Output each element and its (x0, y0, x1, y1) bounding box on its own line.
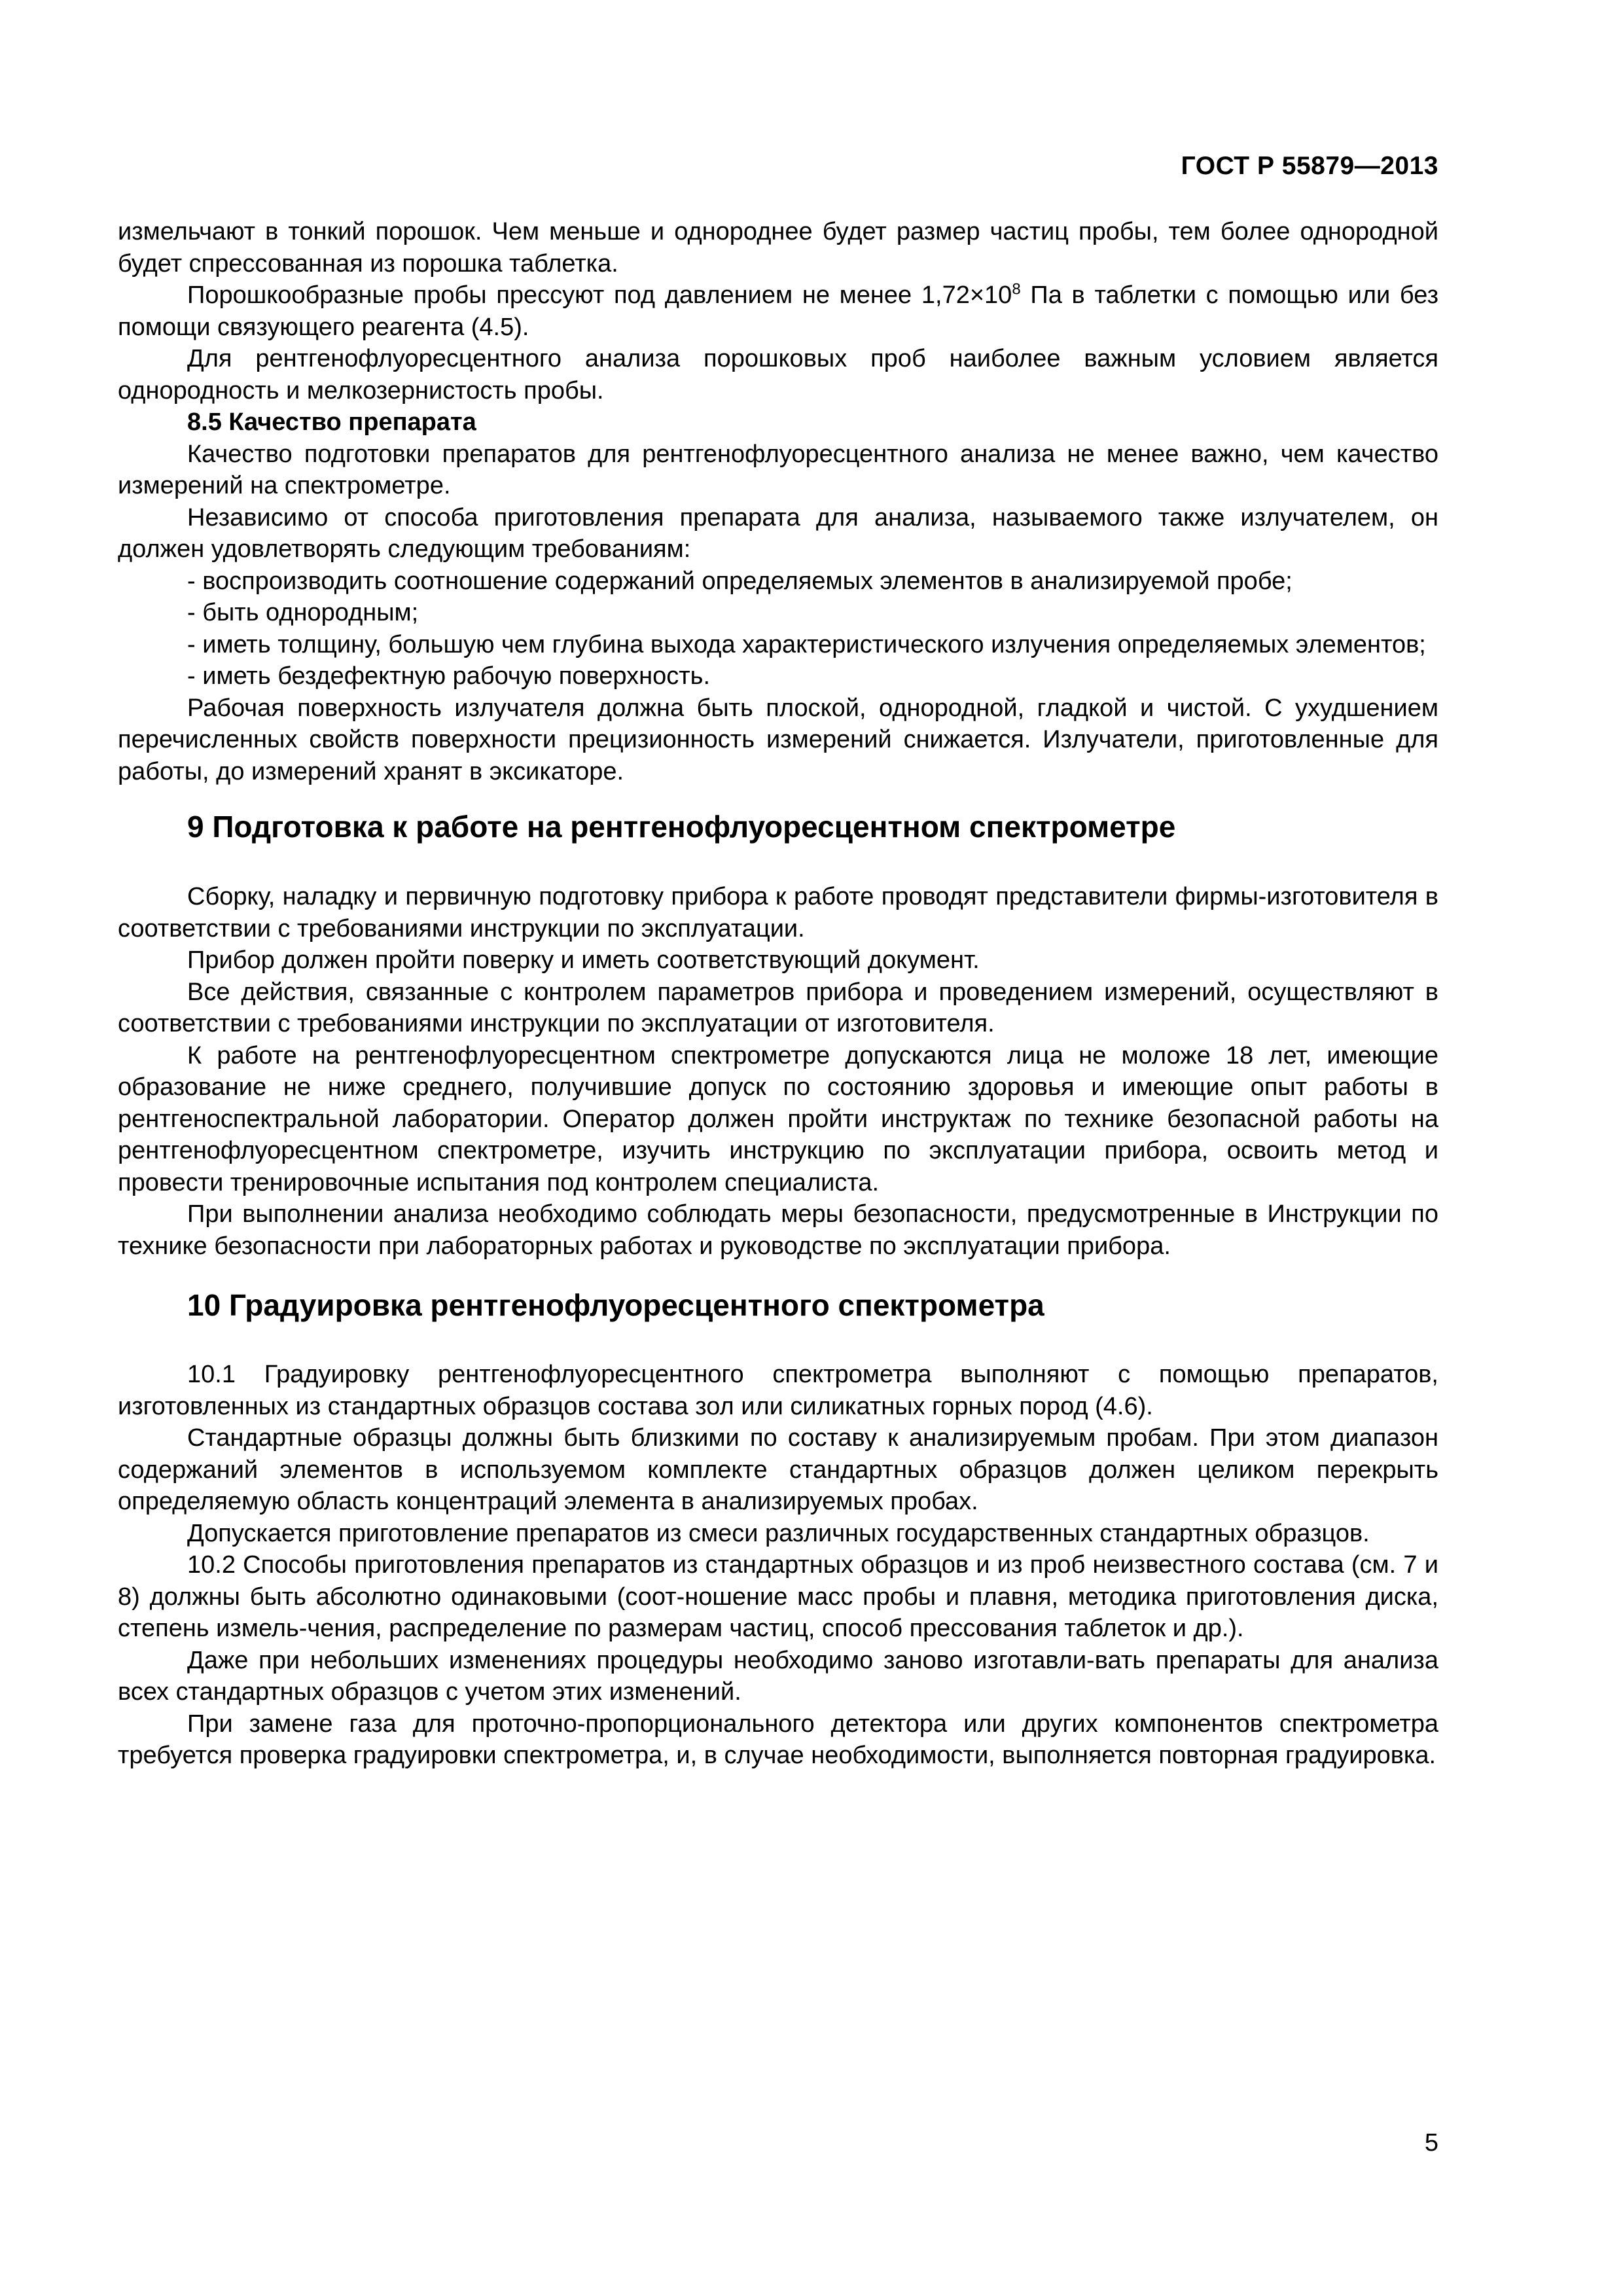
pressing-text-before: Порошкообразные пробы прессуют под давлением не менее 1,72×10 (187, 281, 1012, 309)
pressing-exponent: 8 (1012, 280, 1021, 298)
section-heading-9: 9 Подготовка к работе на рентгенофлуоресцентном спектрометре (187, 810, 1176, 844)
paragraph-pressing (118, 279, 1438, 343)
requirement-item: - быть однородным; (187, 599, 419, 626)
section-heading-10: 10 Градуировка рентгенофлуоресцентного спектрометра (187, 1288, 1044, 1322)
paragraph-independent: Независимо от способа приготовления препарата для анализа, называемого также излучателем, он должен удовлетворять следующим требованиям: (118, 503, 1438, 563)
paragraph-mixture: Допускается приготовление препаратов из смеси различных государственных стандартных образцов. (187, 1519, 1370, 1547)
page-number: 5 (1424, 2129, 1438, 2157)
paragraph-actions: Все действия, связанные с контролем параметров прибора и проведением измерений, осуществляют в соответствии с требованиями инструкции по эксплуатации от изготовителя. (118, 978, 1438, 1037)
paragraph-10-1: 10.1 Градуировку рентгенофлуоресцентного спектрометра выполняют с помощью препаратов, изготовленных из стандартных образцов состава зол или силикатных горных пород (4.6). (118, 1361, 1438, 1420)
paragraph-homogeneity: Для рентгенофлуоресцентного анализа порошковых проб наиболее важным условием является однородность и мелкозернистость пробы. (118, 345, 1438, 404)
paragraph-assembly: Сборку, наладку и первичную подготовку прибора к работе проводят представители фирмы-изготовителя в соответствии с требованиями инструкции по эксплуатации. (118, 883, 1438, 942)
document-body (118, 216, 1438, 1772)
paragraph-changes: Даже при небольших изменениях процедуры необходимо заново изготавли-вать препараты для анализа всех стандартных образцов с учетом этих изменений. (118, 1646, 1438, 1706)
pressing-text-after: Па в таблетки с помощью или без помощи связующего реагента (4.5). (118, 281, 1438, 341)
requirement-item: - воспроизводить соотношение содержаний определяемых элементов в анализируемой пробе; (187, 567, 1293, 595)
paragraph-10-2: 10.2 Способы приготовления препаратов из стандартных образцов и из проб неизвестного состава (см. 7 и 8) должны быть абсолютно одинаковыми (соот-ношение масс пробы и плавня, методика приготовления диска, степень измель-чения, распределение по размерам частиц, способ прессования таблеток и др.). (118, 1551, 1438, 1642)
paragraph-standard-samples: Стандартные образцы должны быть близкими по составу к анализируемым пробам. При этом диапазон содержаний элементов в используемом комплекте стандартных образцов должен целиком перекрыть определяемую область концентраций элемента в анализируемых пробах. (118, 1424, 1438, 1515)
paragraph-safety: При выполнении анализа необходимо соблюдать меры безопасности, предусмотренные в Инструкции по технике безопасности при лабораторных работах и руководстве по эксплуатации прибора. (118, 1200, 1438, 1260)
paragraph-surface: Рабочая поверхность излучателя должна быть плоской, однородной, гладкой и чистой. С ухудшением перечисленных свойств поверхности прецизионность измерений снижается. Излучатели, приготовленные для работы, до измерений хранят в эксикаторе. (118, 694, 1438, 785)
paragraph-gas-replacement: При замене газа для проточно-пропорционального детектора или других компонентов спектрометра требуется проверка градуировки спектрометра, и, в случае необходимости, выполняется повторная градуировка. (118, 1710, 1438, 1769)
paragraph-grinding: измельчают в тонкий порошок. Чем меньше и однороднее будет размер частиц пробы, тем более однородной будет спрессованная из порошка таблетка. (118, 218, 1438, 278)
requirement-item: - иметь бездефектную рабочую поверхность. (187, 662, 711, 690)
paragraph-verification: Прибор должен пройти поверку и иметь соответствующий документ. (187, 946, 980, 974)
paragraph-quality: Качество подготовки препаратов для рентгенофлуоресцентного анализа не менее важно, чем качество измерений на спектрометре. (118, 440, 1438, 499)
requirement-item: - иметь толщину, большую чем глубина выхода характеристического излучения определяемых элементов; (187, 630, 1426, 658)
document-id-header: ГОСТ Р 55879—2013 (1181, 152, 1438, 180)
subsection-heading-8-5: 8.5 Качество препарата (187, 408, 476, 436)
paragraph-personnel: К работе на рентгенофлуоресцентном спектрометре допускаются лица не моложе 18 лет, имеющие образование не ниже среднего, получившие допуск по состоянию здоровья и имеющие опыт работы в рентгеноспектральной лаборатории. Оператор должен пройти инструктаж по технике безопасной работы на рентгенофлуоресцентном спектрометре, изучить инструкцию по эксплуатации прибора, освоить метод и провести тренировочные испытания под контролем специалиста. (118, 1041, 1438, 1196)
